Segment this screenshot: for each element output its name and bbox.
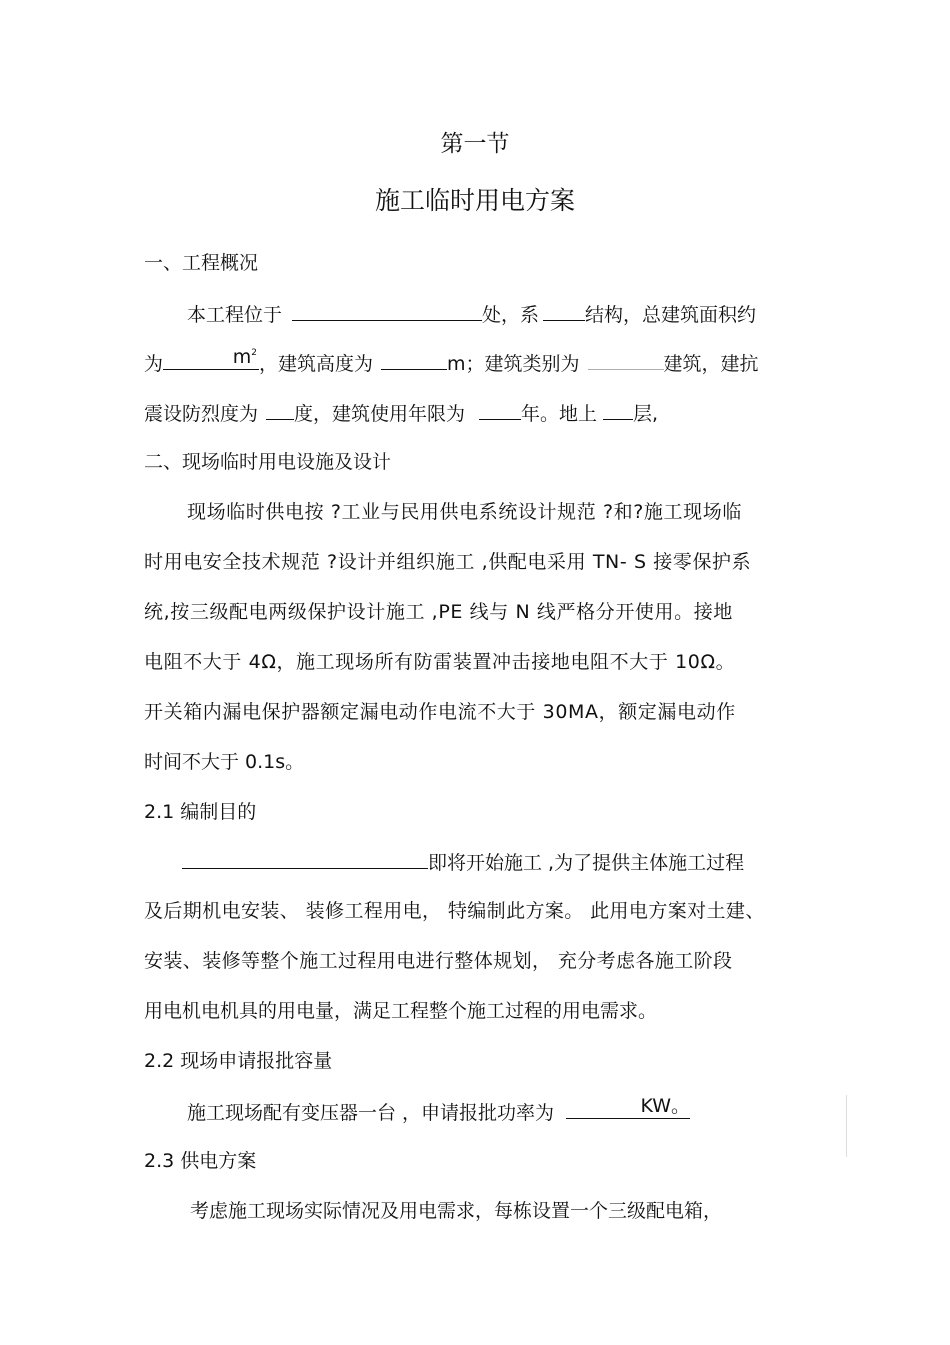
blank-location [292, 300, 482, 321]
page-title: 施工临时用电方案 [374, 186, 575, 215]
text: m；建筑类别为 [447, 353, 580, 375]
blank-project-name [182, 848, 428, 869]
blank-intensity [266, 399, 294, 420]
blank-category [588, 349, 664, 370]
heading-site-power: 二、现场临时用电设施及设计 [144, 451, 392, 473]
text: 年。地上 [521, 403, 598, 425]
site-power-line-6: 时间不大于 0.1s。 [144, 751, 305, 773]
blank-floors [603, 399, 633, 420]
heading-capacity: 2.2 现场申请报批容量 [144, 1050, 333, 1072]
text: 即将开始施工 ,为了提供主体施工过程 [428, 852, 745, 874]
site-power-line-1: 现场临时供电按 ?工业与民用供电系统设计规范 ?和?施工现场临 [187, 501, 742, 523]
text: 为 [144, 353, 164, 375]
text: 度，建筑使用年限为 [294, 403, 466, 425]
site-power-line-4: 电阻不大于 4Ω，施工现场所有防雷装置冲击接地电阻不大于 10Ω。 [144, 651, 736, 673]
site-power-line-3: 统,按三级配电两级保护设计施工 ,PE 线与 N 线严格分开使用。接地 [144, 601, 733, 623]
margin-mark [846, 1095, 847, 1157]
area-unit: $m^2$ [232, 346, 258, 368]
section-number: 第一节 [440, 131, 510, 157]
text: 结构，总建筑面积约 [585, 304, 757, 326]
blank-area [163, 346, 259, 370]
blank-years [479, 399, 521, 420]
overview-line-3 [144, 399, 658, 427]
purpose-line-1 [182, 848, 744, 876]
heading-supply-plan: 2.3 供电方案 [144, 1150, 257, 1172]
overview-line-2 [144, 346, 759, 377]
text: 本工程位于 [187, 304, 283, 326]
site-power-line-5: 开关箱内漏电保护器额定漏电动作电流不大于 30MA，额定漏电动作 [144, 701, 736, 723]
site-power-line-2: 时用电安全技术规范 ?设计并组织施工 ,供配电采用 TN- S 接零保护系 [144, 551, 752, 573]
purpose-line-4: 用电机电机具的用电量，满足工程整个施工过程的用电需求。 [144, 1000, 658, 1022]
blank-power [566, 1095, 691, 1119]
capacity-line [187, 1095, 691, 1126]
text: 处，系 [482, 304, 540, 326]
blank-structure [543, 300, 585, 321]
text: 施工现场配有变压器一台 ，申请报批功率为 [187, 1102, 555, 1124]
overview-line-1 [187, 300, 756, 328]
power-unit: KW。 [640, 1095, 691, 1117]
text: 建筑，建抗 [663, 353, 759, 375]
text: ，建筑高度为 [259, 353, 374, 375]
heading-purpose: 2.1 编制目的 [144, 801, 257, 823]
purpose-line-3: 安装、装修等整个施工过程用电进行整体规划， 充分考虑各施工阶段 [144, 950, 733, 972]
blank-height [381, 349, 447, 370]
heading-project-overview: 一、工程概况 [144, 252, 259, 274]
text: 层, [633, 403, 659, 425]
text: 震设防烈度为 [144, 403, 259, 425]
purpose-line-2: 及后期机电安装、 装修工程用电， 特编制此方案。 此用电方案对土建、 [144, 900, 765, 922]
supply-plan-line-1: 考虑施工现场实际情况及用电需求，每栋设置一个三级配电箱， [190, 1200, 723, 1222]
